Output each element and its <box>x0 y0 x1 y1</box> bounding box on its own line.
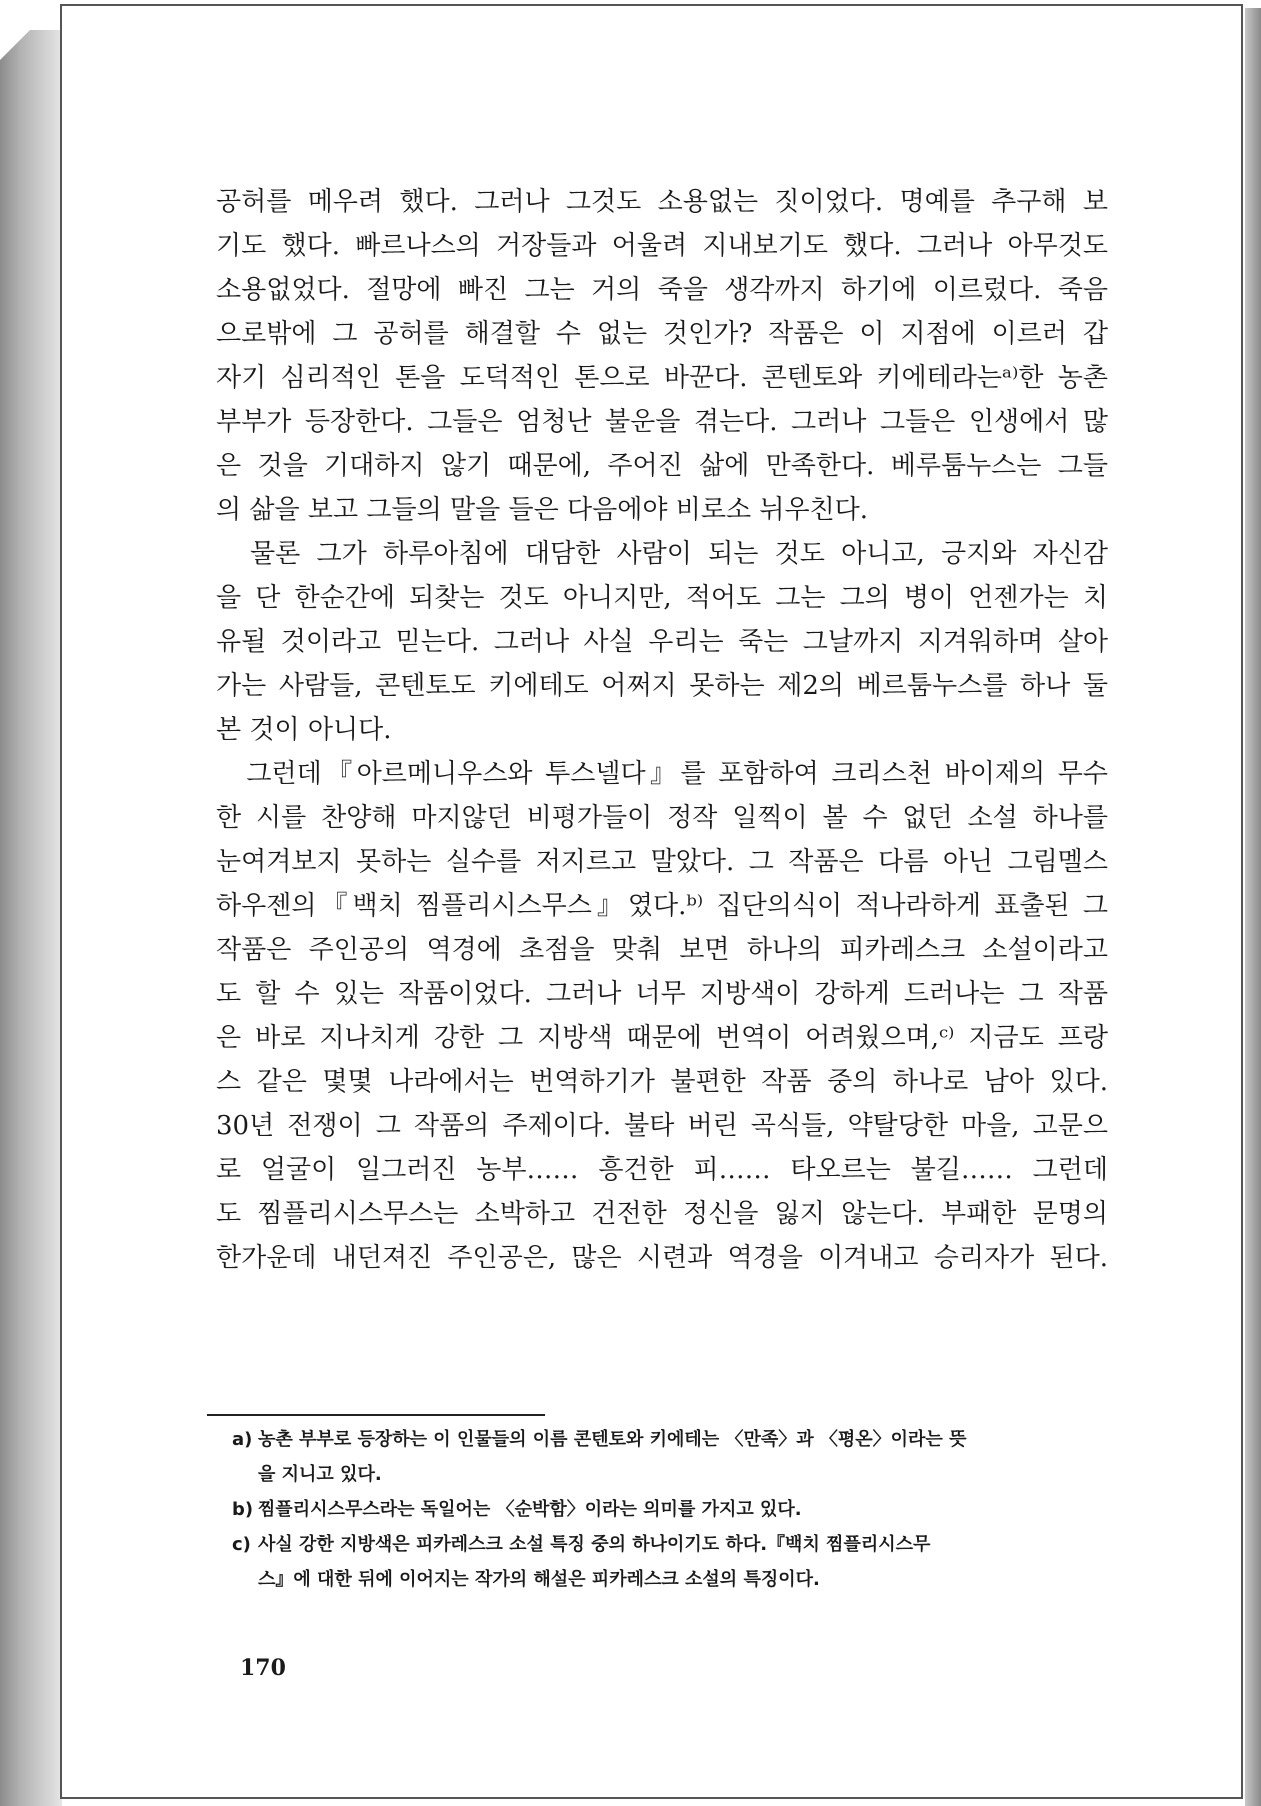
body-line: 을 단 한순간에 되찾는 것도 아니지만, 적어도 그는 그의 병이 언젠가는 치 <box>216 583 1108 613</box>
body-line: 하우젠의『백치 찜플리시스무스』였다.ᵇ⁾ 집단의식이 적나라하게 표출된 그 <box>216 891 1108 921</box>
body-line: 한가운데 내던져진 주인공은, 많은 시련과 역경을 이겨내고 승리자가 된다. <box>216 1243 1108 1273</box>
body-line: 도 할 수 있는 작품이었다. 그러나 너무 지방색이 강하게 드러나는 그 작품 <box>216 979 1108 1009</box>
body-line: 의 삶을 보고 그들의 말을 들은 다음에야 비로소 뉘우친다. <box>216 495 869 525</box>
body-line: 부부가 등장한다. 그들은 엄청난 불운을 겪는다. 그러나 그들은 인생에서 많 <box>216 407 1108 437</box>
body-line: 기도 했다. 빠르나스의 거장들과 어울려 지내보기도 했다. 그러나 아무것도 <box>216 231 1108 261</box>
footnote-marker: b) <box>232 1499 254 1520</box>
footnote-marker: a) <box>232 1429 253 1450</box>
body-line: 가는 사람들, 콘텐토도 키에테도 어쩌지 못하는 제2의 베르툼누스를 하나 둘 <box>216 671 1108 701</box>
footnote-c <box>232 1527 1108 1562</box>
body-line: 도 찜플리시스무스는 소박하고 건전한 정신을 잃지 않는다. 부패한 문명의 <box>216 1199 1108 1229</box>
body-line: 공허를 메우려 했다. 그러나 그것도 소용없는 짓이었다. 명예를 추구해 보 <box>216 187 1108 217</box>
page-edge-shadow <box>1245 8 1261 1806</box>
footnote-rule <box>207 1414 545 1416</box>
footnote-marker: c) <box>232 1534 251 1555</box>
body-line: 유될 것이라고 믿는다. 그러나 사실 우리는 죽는 그날까지 지겨워하며 살아 <box>216 627 1108 657</box>
body-line: 그런데『아르메니우스와 투스넬다』를 포함하여 크리스천 바이제의 무수 <box>216 759 1108 789</box>
body-line: 로 얼굴이 일그러진 농부…… 흥건한 피…… 타오르는 불길…… 그런데 <box>216 1155 1108 1185</box>
footnote-b <box>232 1492 1108 1527</box>
footnote-c-continued: 스』에 대한 뒤에 이어지는 작가의 해설은 피카레스크 소설의 특징이다. <box>258 1569 820 1590</box>
footnotes <box>232 1422 1108 1597</box>
body-line: 본 것이 아니다. <box>216 715 392 745</box>
body-line: 자기 심리적인 톤을 도덕적인 톤으로 바꾼다. 콘텐토와 키에테라는ᵃ⁾한 농촌 <box>216 363 1108 393</box>
footnote-text: 농촌 부부로 등장하는 이 인물들의 이름 콘텐토와 키에테는 〈만족〉과 〈평온〉이라는 뜻 <box>258 1429 967 1450</box>
body-line: 한 시를 찬양해 마지않던 비평가들이 정작 일찍이 볼 수 없던 소설 하나를 <box>216 803 1108 833</box>
footnote-a-continued: 을 지니고 있다. <box>258 1464 382 1485</box>
page-number: 170 <box>240 1655 286 1681</box>
body-line: 스 같은 몇몇 나라에서는 번역하기가 불편한 작품 중의 하나로 남아 있다. <box>216 1067 1108 1097</box>
body-line: 은 바로 지나치게 강한 그 지방색 때문에 번역이 어려웠으며,ᶜ⁾ 지금도 프랑 <box>216 1023 1108 1053</box>
footnote-a <box>232 1422 1108 1457</box>
body-line: 30년 전쟁이 그 작품의 주제이다. 불타 버린 곡식들, 약탈당한 마을, 고문으 <box>216 1111 1108 1141</box>
footnote-text: 찜플리시스무스라는 독일어는 〈순박함〉이라는 의미를 가지고 있다. <box>258 1499 802 1520</box>
body-line: 물론 그가 하루아침에 대담한 사람이 되는 것도 아니고, 긍지와 자신감 <box>216 539 1108 569</box>
book-spine <box>0 30 62 1806</box>
body-text <box>216 180 1108 1280</box>
body-line: 소용없었다. 절망에 빠진 그는 거의 죽을 생각까지 하기에 이르렀다. 죽음 <box>216 275 1108 305</box>
body-line: 으로밖에 그 공허를 해결할 수 없는 것인가? 작품은 이 지점에 이르러 갑 <box>216 319 1108 349</box>
body-line: 은 것을 기대하지 않기 때문에, 주어진 삶에 만족한다. 베루툼누스는 그들 <box>216 451 1108 481</box>
footnote-text: 사실 강한 지방색은 피카레스크 소설 특징 중의 하나이기도 하다.『백치 찜플리시스무 <box>258 1534 931 1555</box>
body-line: 눈여겨보지 못하는 실수를 저지르고 말았다. 그 작품은 다름 아닌 그림멜스 <box>216 847 1108 877</box>
body-line: 작품은 주인공의 역경에 초점을 맞춰 보면 하나의 피카레스크 소설이라고 <box>216 935 1108 965</box>
